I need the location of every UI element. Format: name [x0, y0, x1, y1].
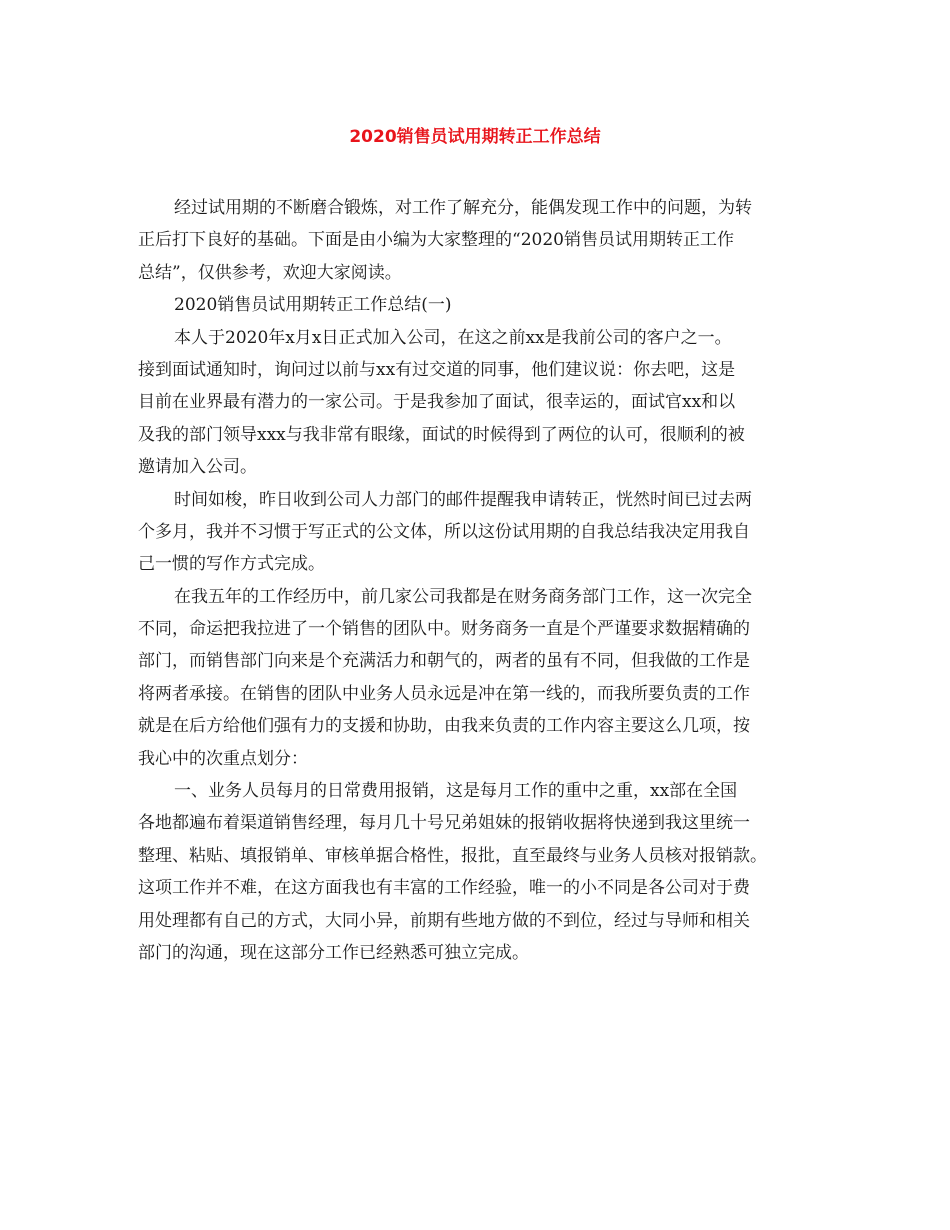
- text-line: 正后打下良好的基础。下面是由小编为大家整理的“2020销售员试用期转正工作: [138, 230, 734, 251]
- text-line: 用处理都有自己的方式，大同小异，前期有些地方做的不到位，经过与导师和相关: [138, 910, 750, 931]
- text-line: 及我的部门领导xxx与我非常有眼缘，面试的时候得到了两位的认可，很顺利的被: [138, 424, 745, 445]
- document-title: 2020销售员试用期转正工作总结: [349, 127, 601, 147]
- text-line: 各地都遍布着渠道销售经理，每月几十号兄弟姐妹的报销收据将快递到我这里统一: [138, 813, 750, 834]
- text-line: 将两者承接。在销售的团队中业务人员永远是冲在第一线的，而我所要负责的工作: [138, 683, 750, 704]
- text-line: 时间如梭，昨日收到公司人力部门的邮件提醒我申请转正，恍然时间已过去两: [174, 489, 752, 510]
- text-line: 就是在后方给他们强有力的支援和协助，由我来负责的工作内容主要这么几项，按: [138, 716, 750, 737]
- text-line: 总结”，仅供参考，欢迎大家阅读。: [138, 262, 402, 283]
- text-line: 不同，命运把我拉进了一个销售的团队中。财务商务一直是个严谨要求数据精确的: [138, 619, 750, 640]
- text-line: 目前在业界最有潜力的一家公司。于是我参加了面试，很幸运的，面试官xx和以: [138, 392, 736, 413]
- text-line: 2020销售员试用期转正工作总结(一): [174, 295, 452, 316]
- text-line: 我心中的次重点划分：: [138, 748, 308, 769]
- text-line: 一、业务人员每月的日常费用报销，这是每月工作的重中之重，xx部在全国: [174, 781, 738, 802]
- text-line: 部门的沟通，现在这部分工作已经熟悉可独立完成。: [138, 942, 529, 963]
- text-line: 在我五年的工作经历中，前几家公司我都是在财务商务部门工作，这一次完全: [174, 586, 752, 607]
- text-line: 邀请加入公司。: [138, 457, 257, 478]
- text-line: 己一惯的写作方式完成。: [138, 554, 325, 575]
- text-line: 接到面试通知时，询问过以前与xx有过交道的同事，他们建议说：你去吧，这是: [138, 359, 736, 380]
- text-line: 个多月，我并不习惯于写正式的公文体，所以这份试用期的自我总结我决定用我自: [138, 521, 750, 542]
- text-line: 本人于2020年x月x日正式加入公司，在这之前xx是我前公司的客户之一。: [174, 327, 732, 348]
- text-line: 经过试用期的不断磨合锻炼，对工作了解充分，能偶发现工作中的问题，为转: [174, 198, 752, 218]
- text-line: 这项工作并不难，在这方面我也有丰富的工作经验，唯一的小不同是各公司对于费: [138, 878, 750, 899]
- text-line: 整理、粘贴、填报销单、审核单据合格性，报批，直至最终与业务人员核对报销款。: [138, 845, 767, 866]
- text-line: 部门，而销售部门向来是个充满活力和朝气的，两者的虽有不同，但我做的工作是: [138, 651, 750, 672]
- document-body: [138, 192, 814, 969]
